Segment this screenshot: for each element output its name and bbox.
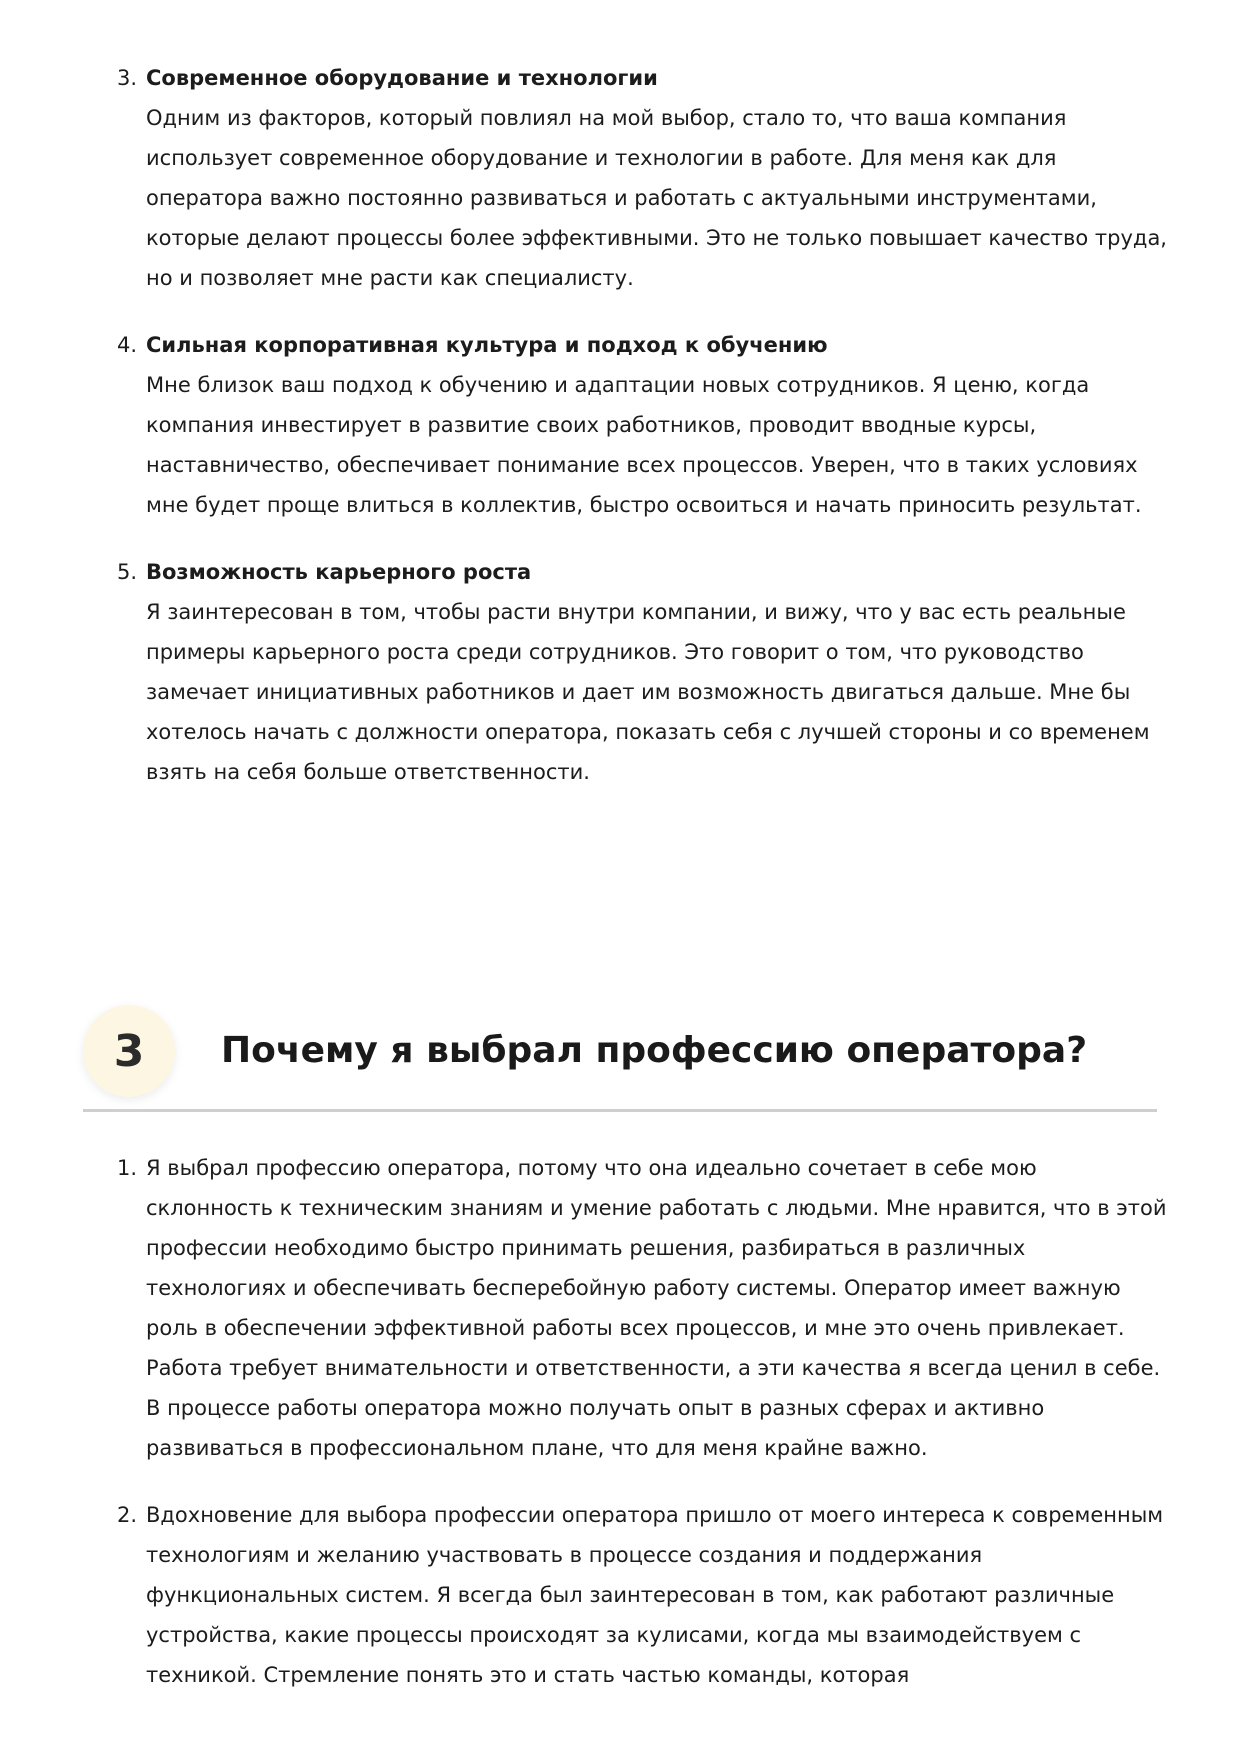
profession-reasons-list xyxy=(117,1148,1167,1722)
list-item-text: Я выбрал профессию оператора, потому что она идеально сочетает в себе мою склонность к техническим знаниям и умение работать с людьми. Мне нравится, что в этой профессии необходимо быстро принимать решения, разбираться в различных технологиях и обеспечивать бесперебойную работу системы. Оператор имеет важную роль в обеспечении эффективной работы всех процессов, и мне это очень привлекает. Работа требует внимательности и ответственности, а эти качества я всегда ценил в себе. В процессе работы оператора можно получать опыт в разных сферах и активно развиваться в профессиональном плане, что для меня крайне важно. xyxy=(146,1156,1167,1460)
list-item-number: 2. xyxy=(117,1503,138,1527)
list-item xyxy=(117,325,1167,525)
section-title: Почему я выбрал профессию оператора? xyxy=(221,1030,1088,1071)
list-item-title: Современное оборудование и технологии xyxy=(146,66,658,90)
list-item xyxy=(117,1148,1167,1468)
list-item xyxy=(117,552,1167,792)
reasons-list xyxy=(117,58,1167,819)
list-item xyxy=(117,58,1167,298)
section-divider xyxy=(83,1109,1157,1112)
list-item-title: Сильная корпоративная культура и подход к обучению xyxy=(146,333,828,357)
list-item-text: Я заинтересован в том, чтобы расти внутри компании, и вижу, что у вас есть реальные примеры карьерного роста среди сотрудников. Это говорит о том, что руководство замечает инициативных работников и дает им возможность двигаться дальше. Мне бы хотелось начать с должности оператора, показать себя с лучшей стороны и со временем взять на себя больше ответственности. xyxy=(146,600,1150,784)
section-header xyxy=(83,1000,1157,1112)
list-item-number: 3. xyxy=(117,66,138,90)
list-item-text: Вдохновение для выбора профессии оператора пришло от моего интереса к современным технологиям и желанию участвовать в процессе создания и поддержания функциональных систем. Я всегда был заинтересован в том, как работают различные устройства, какие процессы происходят за кулисами, когда мы взаимодействуем с техникой. Стремление понять это и стать частью команды, которая xyxy=(146,1503,1164,1687)
list-item-number: 4. xyxy=(117,333,138,357)
list-item-number: 1. xyxy=(117,1156,138,1180)
section-number-badge: 3 xyxy=(83,1005,175,1097)
list-item-text: Одним из факторов, который повлиял на мой выбор, стало то, что ваша компания использует современное оборудование и технологии в работе. Для меня как для оператора важно постоянно развиваться и работать с актуальными инструментами, которые делают процессы более эффективными. Это не только повышает качество труда, но и позволяет мне расти как специалисту. xyxy=(146,106,1167,290)
list-item-title: Возможность карьерного роста xyxy=(146,560,532,584)
list-item-text: Мне близок ваш подход к обучению и адаптации новых сотрудников. Я ценю, когда компания инвестирует в развитие своих работников, проводит вводные курсы, наставничество, обеспечивает понимание всех процессов. Уверен, что в таких условиях мне будет проще влиться в коллектив, быстро освоиться и начать приносить результат. xyxy=(146,373,1142,517)
list-item-number: 5. xyxy=(117,560,138,584)
list-item xyxy=(117,1495,1167,1695)
